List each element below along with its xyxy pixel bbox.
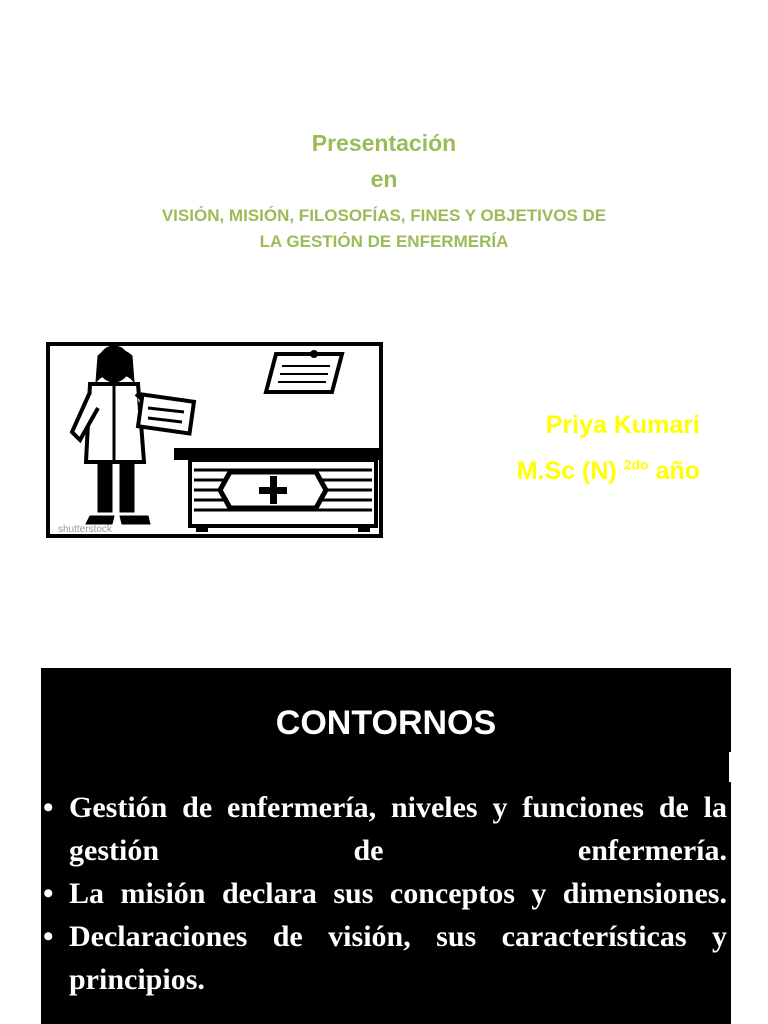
bullet-dot: • [43, 877, 54, 910]
bullet-text: La misión declara sus conceptos y dimensiones. [69, 877, 727, 910]
bullet-text: Declaraciones de visión, sus características y principios. [69, 920, 727, 996]
presentation-subtitle [0, 203, 768, 255]
nurse-with-clipboard-illustration [46, 342, 383, 538]
author-degree-sup: 2do [623, 456, 649, 473]
bullet-dot: • [43, 920, 54, 953]
list-item [41, 872, 727, 915]
bullet-dot: • [43, 791, 54, 824]
author-block [517, 402, 700, 494]
author-name: Priya Kumari [545, 411, 700, 439]
presentation-connector: en [370, 166, 398, 192]
subtitle-line-1: VISIÓN, MISIÓN, FILOSOFÍAS, FINES Y OBJETIVOS DE [161, 206, 607, 225]
watermark-text: shutterstock [58, 524, 112, 535]
list-item [41, 915, 727, 1001]
outline-bullet-list [41, 786, 727, 1001]
bullet-text: Gestión de enfermería, niveles y funciones de la gestión de enfermería. [69, 791, 727, 867]
presentation-heading: Presentación [311, 130, 457, 156]
list-item [41, 786, 727, 872]
author-degree-line [517, 448, 700, 494]
author-year: año [655, 457, 700, 485]
outline-title: CONTORNOS [275, 704, 497, 742]
outline-slide [41, 668, 731, 1024]
author-degree: M.Sc (N) [516, 457, 617, 485]
slide-edge-mark [729, 752, 731, 782]
subtitle-line-2: LA GESTIÓN DE ENFERMERÍA [259, 232, 509, 251]
